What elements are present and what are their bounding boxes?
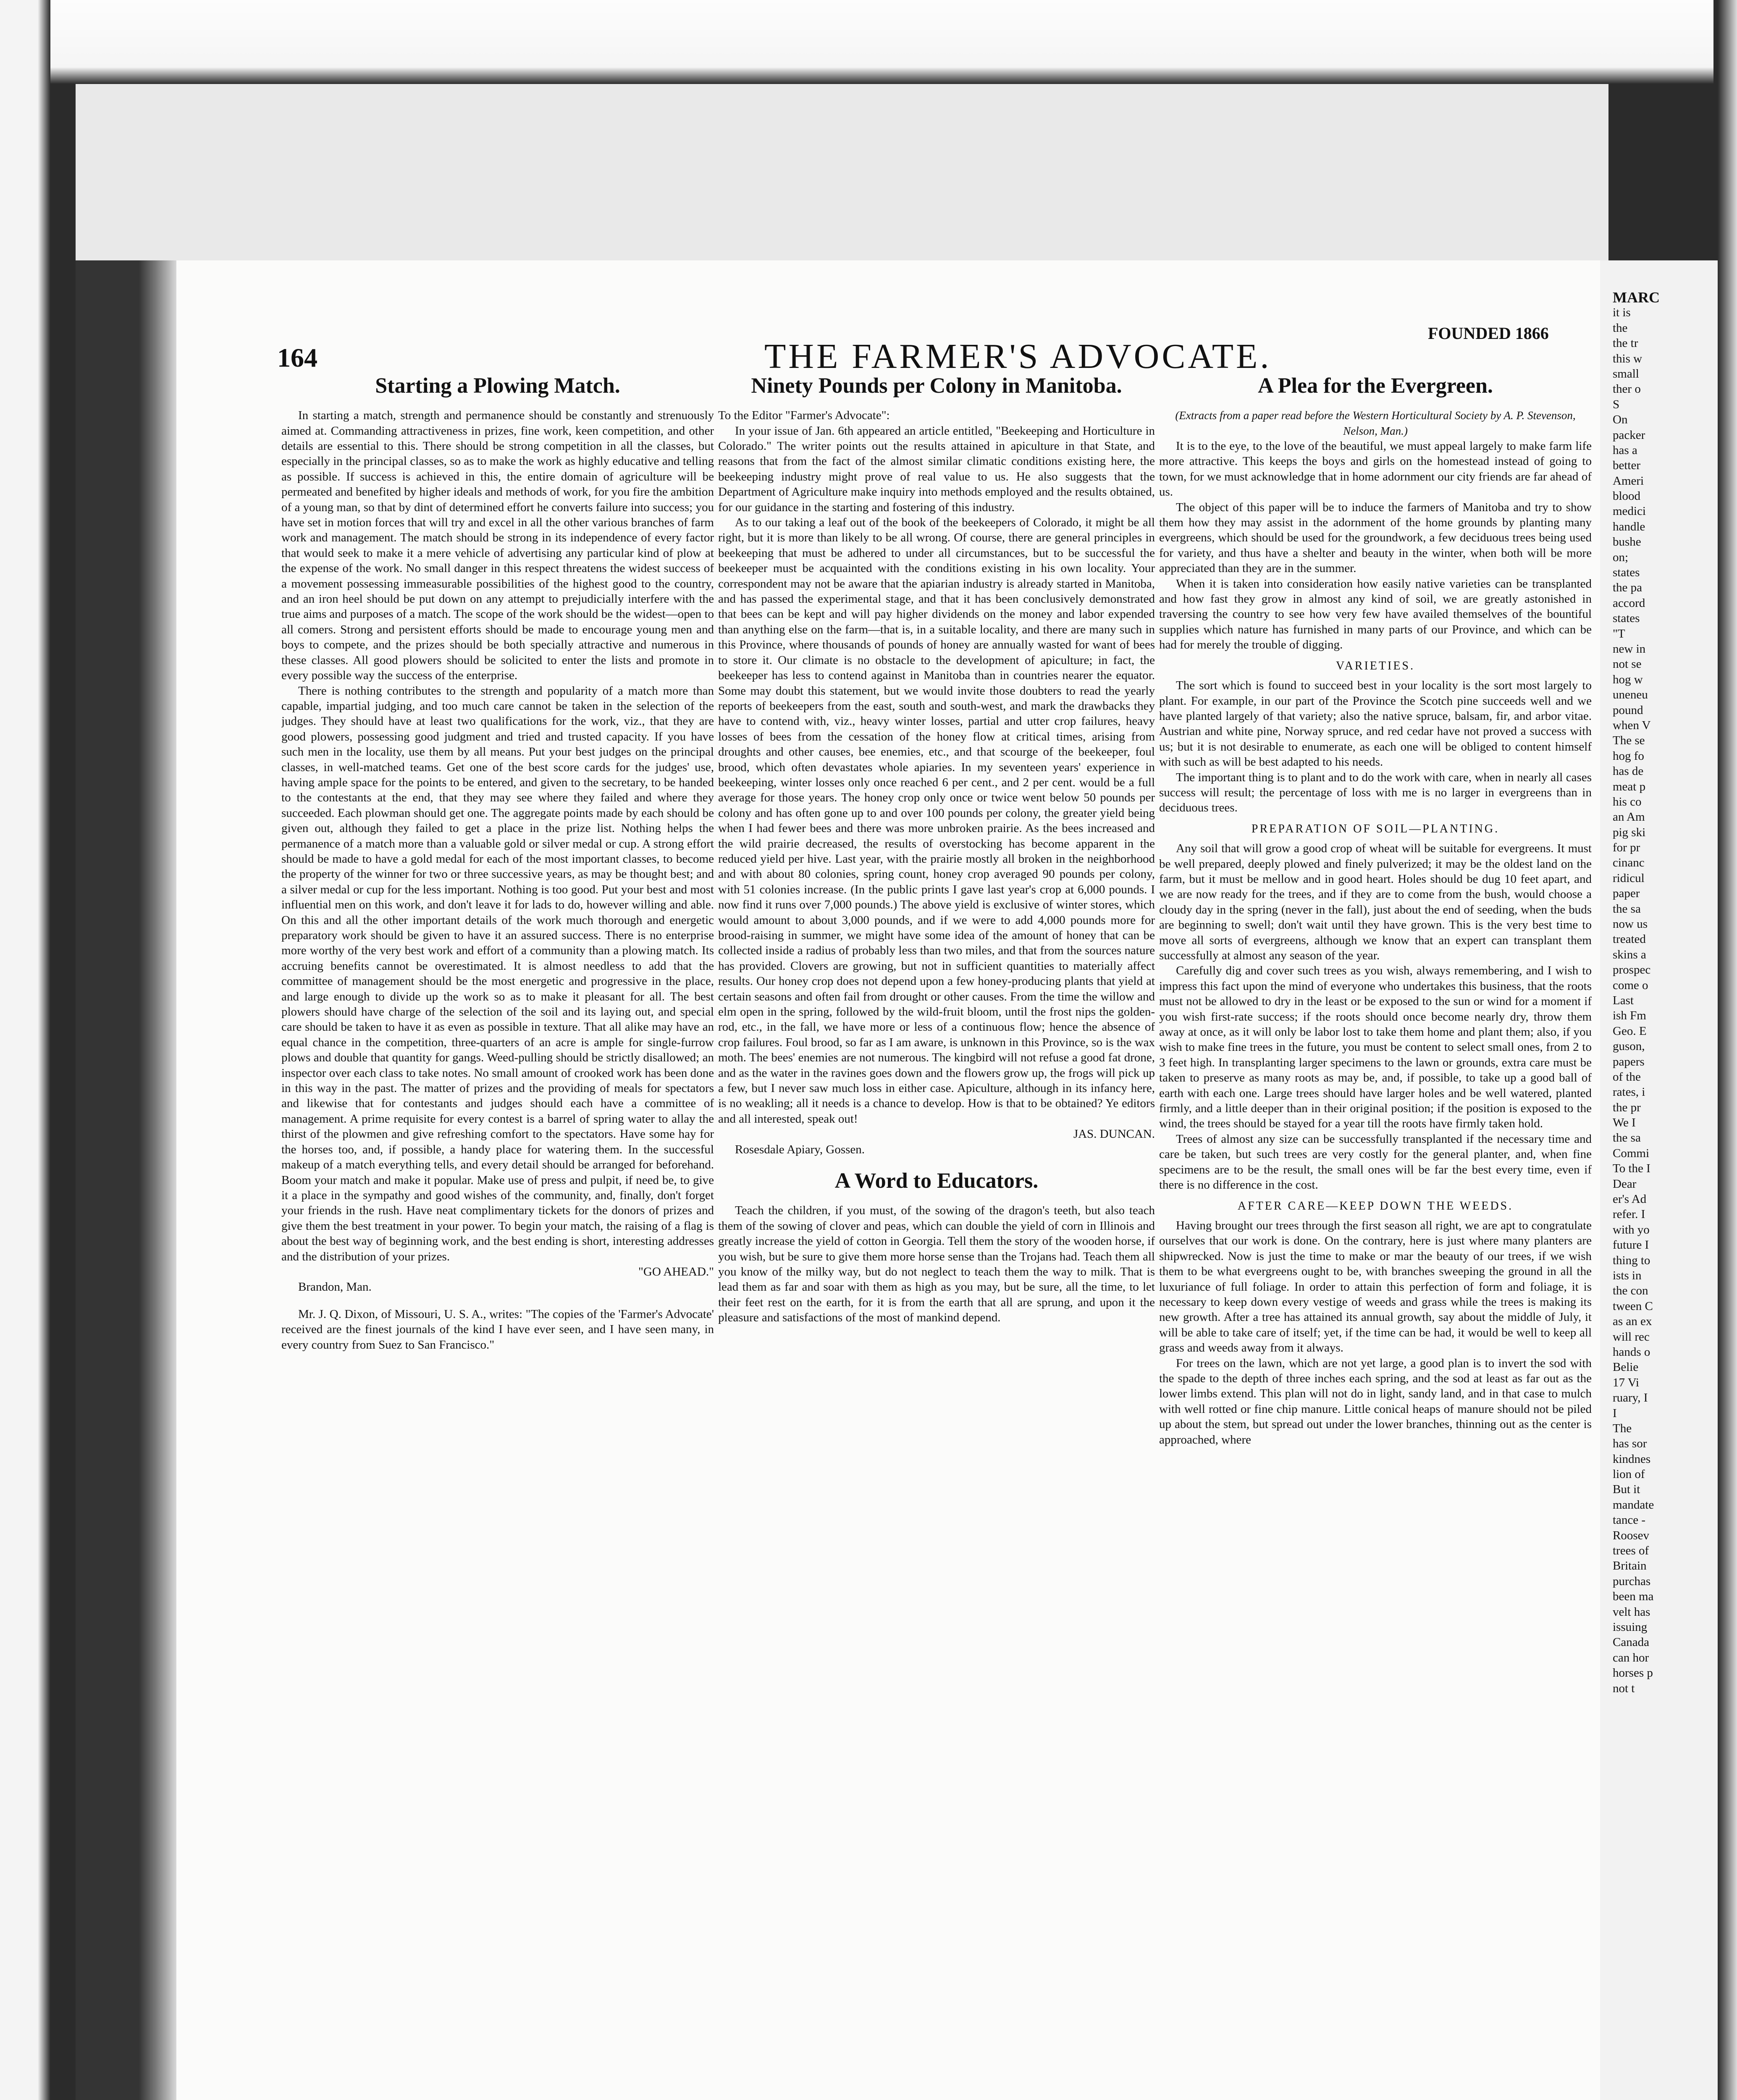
adjacent-page-line: hog w (1613, 672, 1643, 686)
article-signature: JAS. DUNCAN. (1073, 1127, 1155, 1141)
article-location: Brandon, Man. (298, 1280, 372, 1294)
adjacent-page-line: "T (1613, 627, 1625, 640)
adjacent-page-fragment (1600, 260, 1718, 2100)
adjacent-page-line: pound (1613, 703, 1643, 717)
adjacent-page-line: medici (1613, 504, 1646, 518)
article-paragraph: Trees of almost any size can be successfully transplanted if the necessary time and care be taken, but such trees are very costly for the general planter, and, when fine specimens are to be the result, the small ones will be far the best every time, even if there is no difference in the cost. (1159, 1132, 1592, 1192)
adjacent-page-line: hands o (1613, 1345, 1650, 1359)
adjacent-page-line: for pr (1613, 841, 1640, 855)
adjacent-page-line: states (1613, 612, 1640, 625)
article-paragraph: Mr. J. Q. Dixon, of Missouri, U. S. A., writes: "The copies of the 'Farmer's Advocate' received are the finest journals of the kind I have ever seen, and I have seen many, in every country from Suez to San Francisco." (281, 1307, 714, 1352)
adjacent-page-line: with yo (1613, 1223, 1650, 1236)
article-paragraph: For trees on the lawn, which are not yet large, a good plan is to invert the sod with the spade to the depth of three inches each spring, and the sod at least as far out as the lower limbs extend. This plan will not do in light, sandy land, and in that case to mulch with well rotted or fine chip manure. Little conical heaps of manure should not be piled up about the stem, but spread out under the lower branches, thinning out as the center is approached, where (1159, 1356, 1592, 1446)
adjacent-page-line: states (1613, 566, 1640, 580)
adjacent-page-line: Commi (1613, 1146, 1650, 1160)
adjacent-page-line: small (1613, 367, 1639, 381)
adjacent-page-line: thing to (1613, 1253, 1650, 1267)
section-heading: AFTER CARE—KEEP DOWN THE WEEDS. (1237, 1199, 1514, 1213)
adjacent-page-line: packer (1613, 428, 1645, 442)
adjacent-page-line: We I (1613, 1116, 1636, 1130)
adjacent-page-line: his co (1613, 795, 1642, 808)
adjacent-page-line: Ameri (1613, 474, 1644, 488)
adjacent-page-line: velt has (1613, 1605, 1650, 1619)
adjacent-page-line: accord (1613, 596, 1645, 610)
adjacent-page-line: the tr (1613, 336, 1638, 350)
article-paragraph: There is nothing contributes to the strength and popularity of a match more than capable, impartial judging, and too much care cannot be taken in the selection of the judges. They should have at least two qualifications for the work, viz., that they are good plowers, possessing good judgment and tried and trusted capacity. If you have such men in the locality, use them by all means. Put your best judges on the principal classes, in well-matched teams. Get one of the best score cards for the judges' use, having ample space for the points to be entered, and given to the secretary, to be handed to the contestants at the end, that they may see where they failed and where they succeeded. Each plowman should get one. The aggregate points made by each should be given out, although they failed to get a place in the prize list. Nothing helps the permanence of a match more than a valuable gold or silver medal or cup. A strong effort should be made to have a gold medal for each of the most important classes, to become the property of the winner for two or three successive years, as may be thought best; and a silver medal or cup for the less important. Nothing is too good. Put your best and most influential men on this work, and don't leave it for lads to do, however willing and able. On this and all the other important details of the work much thorough and energetic preparatory work should be given to have it an assured success. There is no enterprise more worthy of the very best work and effort of a community than a plowing match. Its accruing benefits cannot be overestimated. It is almost needless to add that the committee of management should be the most energetic and progressive in the place, and large enough to divide up the work so as to make it pleasant for all. The best plowers should have charge of the selection of the soil and its laying out, and special care should be taken to have it as even as possible in texture. That all alike may have an equal chance in the competition, three-quarters of an acre is ample for single-furrow plows and double that quantity for gangs. Weed-pulling should be strictly disallowed; an inspector over each class to take notes. No small amount of crooked work has been done in this way in the past. The matter of prizes and the providing of meals for spectators and likewise that for contestants and judges should each have a committee of management. A prime requisite for every contest is a barrel of spring water to allay the thirst of the plowmen and give refreshing comfort to the spectators. Have some hay for the horses too, and, if possible, a handy place for watering them. In the successful makeup of a match everything tells, and every detail should be arranged for beforehand. Boom your match and make it popular. Make use of press and pulpit, if need be, to give it a place in the sympathy and good wishes of the community, and, finally, don't forget your friends in the rush. Have neat complimentary tickets for the donors of prizes and give them the best treatment in your power. To begin your match, the raising of a flag is about the best way of beginning work, and the best ending is short, interesting addresses and the distribution of your prizes. (281, 684, 714, 1263)
page-number: 164 (277, 343, 317, 373)
masthead-title: THE FARMER'S ADVOCATE. (764, 337, 1272, 376)
section-heading: VARIETIES. (1336, 659, 1415, 672)
adjacent-page-line: Roosev (1613, 1528, 1649, 1542)
article-paragraph: Carefully dig and cover such trees as you wish, always remembering, and I wish to impress this fact upon the mind of everyone who undertakes this business, that the roots must not be allowed to dry in the least or be exposed to the sun or wind for a moment if you wish first-rate success; if the roots should once become nearly dry, throw them away at once, as it will only be labor lost to take them home and plant them; also, if you wish to make fine trees in the future, you must be content to select small ones, from 2 to 3 feet high. In transplanting larger specimens to the lawn or grounds, extra care must be taken to preserve as many roots as may be, and, if possible, to take up a good ball of earth with each one. Large trees should have larger holes and be well watered, planted firmly, and a little deeper than in their original position; if the position is exposed to the wind, the trees should be stayed for a year till the roots have firmly taken hold. (1159, 964, 1592, 1131)
adjacent-page-line: paper (1613, 887, 1640, 900)
adjacent-page-line: issuing (1613, 1620, 1648, 1634)
adjacent-page-line: new in (1613, 642, 1646, 656)
adjacent-page-line: But it (1613, 1483, 1640, 1496)
page-header (176, 277, 1600, 376)
article-title: A Word to Educators. (834, 1169, 1039, 1193)
adjacent-page-line: handle (1613, 520, 1645, 533)
adjacent-page-line: come o (1613, 978, 1648, 992)
article-paragraph: Teach the children, if you must, of the sowing of the dragon's teeth, but also teach them of the sowing of clover and peas, which can double the yield of corn in Illinois and greatly increase the yield of cotton in Georgia. Tell them the story of the wooden horse, if you wish, but be sure to give them more horse sense than the Trojans had. Teach them all you know of the milky way, but do not neglect to teach them the way to milk. That is lead them as far and soar with them as high as you may, but be sure, all the time, to let their feet rest on the earth, for it is from the earth that all are sprung, and upon it the pleasure and satisfactions of the most of mankind depend. (718, 1204, 1155, 1325)
page-fold-shadow (139, 260, 176, 2100)
article-title: A Plea for the Evergreen. (1258, 374, 1493, 398)
adjacent-page-line: an Am (1613, 810, 1645, 824)
adjacent-page-line: future I (1613, 1238, 1649, 1252)
adjacent-page-line: now us (1613, 917, 1648, 931)
adjacent-page-line: of the (1613, 1070, 1641, 1084)
book-edge (76, 84, 1608, 260)
adjacent-page-line: I (1613, 1406, 1617, 1420)
adjacent-page-line: On (1613, 413, 1628, 427)
article-title: Starting a Plowing Match. (375, 374, 620, 398)
adjacent-page-line: it is (1613, 306, 1631, 320)
article-paragraph: In your issue of Jan. 6th appeared an article entitled, "Beekeeping and Horticulture in Colorado." The writer points out the results attained in apiculture in that State, and reasons that from the fact of the almost similar climatic conditions existing here, the beekeeping industry might prove of real value to us. He also suggests that the Department of Agriculture make inquiry into methods employed and the results obtained, for our guidance in the starting and fostering of this industry. (718, 424, 1155, 514)
article-paragraph: The sort which is found to succeed best in your locality is the sort most largely to plant. For example, in our part of the Province the Scotch pine succeeds well and we have planted largely of that variety; also the native spruce, balsam, fir, and arbor vitae. Austrian and white pine, Norway spruce, and red cedar have not proved a success with us; but it is not desirable to enumerate, as each one will be obliged to content himself with such as will be best adapted to his needs. (1159, 679, 1592, 769)
adjacent-page-line: Dear (1613, 1177, 1637, 1191)
adjacent-page-line: trees of (1613, 1544, 1649, 1558)
adjacent-page-line: prospec (1613, 963, 1651, 977)
adjacent-page-line: cinanc (1613, 856, 1645, 870)
adjacent-page-line: as an ex (1613, 1315, 1652, 1328)
article-paragraph: The object of this paper will be to induce the farmers of Manitoba and try to show them how they may assist in the adornment of the home grounds by planting many evergreens, which should be used for the groundwork, a few deciduous trees being used for variety, and thus have a shelter and beauty in the winter, when both will be more appreciated than they are in the summer. (1159, 500, 1592, 575)
adjacent-page-line: tween C (1613, 1299, 1653, 1313)
adjacent-page-line: Last (1613, 993, 1634, 1007)
article-signature: "GO AHEAD." (638, 1265, 714, 1278)
adjacent-page-line: ther o (1613, 382, 1641, 396)
column-middle (718, 374, 1155, 2100)
article-paragraph: Any soil that will grow a good crop of wheat will be suitable for evergreens. It must be well prepared, deeply plowed and finely pulverized; it may be the oldest land on the farm, but it must be mellow and in good heart. Holes should be dug 10 feet apart, and we are now ready for the trees, and if they are to come from the bush, would choose a cloudy day in the spring (never in the fall), just about the end of seeding, when the buds are beginning to swell; don't wait until they have grown. This is the very best time to move all sorts of evergreens, although we know that an expert can transplant them successfully at almost any season of the year. (1159, 842, 1592, 962)
adjacent-page-line: er's Ad (1613, 1192, 1647, 1206)
adjacent-page-line: Belie (1613, 1360, 1639, 1374)
adjacent-page-line: the pa (1613, 581, 1643, 595)
adjacent-page-line: bushe (1613, 535, 1641, 549)
adjacent-page-line: better (1613, 459, 1641, 472)
adjacent-page-line: horses p (1613, 1666, 1653, 1680)
scan-top-margin (50, 0, 1713, 84)
adjacent-page-line: been ma (1613, 1590, 1654, 1604)
adjacent-page-line: the pr (1613, 1100, 1641, 1114)
adjacent-page-line: papers (1613, 1055, 1645, 1068)
adjacent-page-line: uneneu (1613, 688, 1648, 702)
adjacent-page-line: treated (1613, 932, 1646, 946)
adjacent-page-line: when V (1613, 718, 1651, 732)
adjacent-page-line: S (1613, 397, 1620, 411)
adjacent-page-line: rates, i (1613, 1085, 1645, 1099)
adjacent-page-line: this w (1613, 352, 1643, 365)
adjacent-page-line: The se (1613, 734, 1645, 748)
adjacent-page-line: 17 Vi (1613, 1376, 1639, 1389)
adjacent-page-line: not t (1613, 1681, 1635, 1695)
section-heading: PREPARATION OF SOIL—PLANTING. (1251, 822, 1500, 835)
adjacent-page-line: has a (1613, 443, 1637, 457)
adjacent-page-line: ridicul (1613, 871, 1645, 885)
article-paragraph: When it is taken into consideration how easily native varieties can be transplanted and how fast they grow in almost any kind of soil, we are greatly astonished in traversing the country to see how very few have availed themselves of the bountiful supplies which nature has furnished in many parts of our Province, and which can be had for merely the trouble of digging. (1159, 577, 1592, 652)
column-right (1159, 374, 1592, 2100)
adjacent-page-line: Britain (1613, 1559, 1647, 1573)
adjacent-page-line: ists in (1613, 1269, 1642, 1282)
article-paragraph: As to our taking a leaf out of the book of the beekeepers of Colorado, it might be all right, but it is more than likely to be all wrong. Of course, there are general principles in beekeeping that must be adhered to under all circumstances, but to be successful the beekeeper must be acquainted with the conditions existing in his own locality. Your correspondent may not be aware that the apiarian industry is already started in Manitoba, and has passed the experimental stage, and that it has been conclusively demonstrated that bees can be kept and will pay higher dividends on the money and labor expended than anything else on the farm—that is, in a suitable locality, and there are many such in this Province, where thousands of pounds of honey are annually wasted for want of bees to store it. Our climate is no obstacle to the development of apiculture; in fact, the beekeeper has less to contend against in Manitoba than in countries nearer the equator. Some may doubt this statement, but we would invite those doubters to read the yearly reports of beekeepers from the east, south and south-west, and mark the drawbacks they have to contend with, viz., heavy winter losses, partial and utter crop failures, heavy losses of bees from the cessation of the honey flow at critical times, arising from droughts and other causes, bee enemies, etc., and that scourge of the beekeeper, foul brood, which often devastates whole apiaries. In my seventeen years' experience in beekeeping, winter losses only once reached 6 per cent., and 2 per cent. would be a full average for those years. The honey crop only once or twice went below 50 pounds per colony and has often gone up to and over 100 pounds per colony, the greater yield being when I had fewer bees and there was more unbroken prairie. As the bees increased and the wild prairie decreased, the results of overstocking has become apparent in the reduced yield per hive. Last year, with the prairie mostly all broken in the neighborhood and with about 80 colonies, spring count, honey crop averaged 90 pounds per colony, with 51 colonies increase. (In the public prints I gave last year's crop at 6,000 pounds. I now find it runs over 7,000 pounds.) The above yield is exclusive of winter stores, which would amount to about 3,000 pounds, and if we were to add 4,000 pounds more for brood-raising in summer, we might have some idea of the amount of honey that can be collected inside a radius of probably less than two miles, and that from the sources nature has provided. Clovers are growing, but not in sufficient quantities to materially affect results. Our honey crop does not depend upon a few honey-producing plants that yield at certain seasons and often fail from drought or other causes. From the time the willow and elm open in the spring, followed by the wild-fruit bloom, until the frost nips the golden-rod, etc., in the fall, we have more or less of a continuous flow; hence the absence of crop failures. Foul brood, so far as I am aware, is unknown in this Province, so is the wax moth. The bees' enemies are not numerous. The kingbird will not refuse a good fat drone, and as the water in the ravines goes down and the flowers grow up, the frogs will pick up a few, but I never saw much loss in either case. Apiculture, although in its infancy here, is no weakling; all it needs is a chance to develop. How is that to be obtained? Ye editors and all interested, speak out! (718, 516, 1155, 1126)
adjacent-page-line: Geo. E (1613, 1024, 1647, 1038)
column-left (281, 374, 714, 2100)
adjacent-page-line: can hor (1613, 1651, 1649, 1664)
adjacent-page-line: To the I (1613, 1162, 1650, 1176)
founded-label: FOUNDED 1866 (1428, 324, 1549, 343)
adjacent-page-line: not se (1613, 657, 1642, 671)
newspaper-page (176, 260, 1600, 2100)
adjacent-page-line: guson, (1613, 1040, 1645, 1053)
adjacent-page-line: kindnes (1613, 1452, 1651, 1466)
article-location: Rosesdale Apiary, Gossen. (735, 1142, 865, 1156)
adjacent-page-line: will rec (1613, 1330, 1650, 1344)
adjacent-page-line: The (1613, 1421, 1632, 1435)
article-paragraph: Having brought our trees through the first season all right, we are apt to congratulate ourselves that our work is done. On the contrary, here is just where many planters are shipwrecked. Now is just the time to make or mar the beauty of our trees, if we wish them to be what evergreens ought to be, with branches sweeping the ground in all the luxuriance of full foliage. In order to attain this perfection of form and foliage, it is necessary to keep down every vestige of weeds and grass while the trees is making its new growth. After a tree has attained its annual growth, say about the middle of July, it will be able to take care of itself; yet, if the time can be had, it would be well to keep all grass and weeds away from it always. (1159, 1218, 1592, 1355)
adjacent-page-line: purchas (1613, 1574, 1651, 1588)
adjacent-page-line: the sa (1613, 1131, 1641, 1145)
adjacent-page-line: blood (1613, 489, 1641, 503)
adjacent-page-header: MARC (1613, 289, 1660, 306)
adjacent-page-line: refer. I (1613, 1208, 1645, 1221)
adjacent-page-line: skins a (1613, 948, 1646, 961)
adjacent-page-line: hog fo (1613, 749, 1644, 763)
article-salutation: To the Editor "Farmer's Advocate": (718, 409, 890, 423)
adjacent-page-line: on; (1613, 550, 1629, 564)
adjacent-page-line: ish Fm (1613, 1009, 1646, 1023)
article-paragraph: In starting a match, strength and permanence should be constantly and strenuously aimed at. Commanding attractiveness in prizes, fine work, keen competition, and other details are essential to this. There should be strong competition in all the classes, but especially in the principal classes, so as to make the work as highly educative and telling as possible. If success is achieved in this, the entire domain of agriculture will be permeated and benefited by higher ideals and methods of work, for you fire the ambition of a young man, so that by dint of determined effort he converts failure into success; you have set in motion forces that will try and excel in all the other various branches of farm work and management. The match should be strong in its independence of every factor that would seek to make it a mere vehicle of advertising any particular kind of plow at the expense of the work. No small danger in this respect threatens the widest success of a movement possessing immeasurable possibilities of the highest good to the country, and an iron heel should be put down on any attempt to prejudicially interfere with the true aims and purposes of a match. The scope of the work should be the widest—open to all comers. Strong and persistent efforts should be made to encourage young men and boys to compete, and the prizes should be both specially attractive and numerous in these classes. All good plowers should be solicited to enter the lists and promote in every possible way the success of the enterprise. (281, 409, 714, 682)
adjacent-page-line: the (1613, 321, 1628, 335)
adjacent-page-line: Canada (1613, 1635, 1649, 1649)
article-subtitle: (Extracts from a paper read before the Western Horticultural Society by A. P. Stevenson, Nelson, Man.) (1175, 409, 1576, 437)
article-paragraph: The important thing is to plant and to do the work with care, when in nearly all cases success will result; the percentage of loss with me is no larger in evergreens than in deciduous trees. (1159, 770, 1592, 815)
article-title: Ninety Pounds per Colony in Manitoba. (751, 374, 1122, 398)
adjacent-page-text (1613, 290, 1718, 1696)
adjacent-page-line: lion of (1613, 1467, 1645, 1481)
adjacent-page-line: pig ski (1613, 825, 1646, 839)
adjacent-page-line: has sor (1613, 1437, 1647, 1451)
adjacent-page-line: meat p (1613, 780, 1646, 793)
adjacent-page-line: has de (1613, 764, 1644, 778)
adjacent-page-line: tance - (1613, 1513, 1646, 1527)
adjacent-page-line: mandate (1613, 1498, 1654, 1512)
adjacent-page-line: the con (1613, 1284, 1648, 1298)
adjacent-page-lines (1613, 305, 1718, 1696)
adjacent-page-line: ruary, I (1613, 1391, 1648, 1405)
article-paragraph: It is to the eye, to the love of the beautiful, we must appeal largely to make farm life more attractive. This keeps the boys and girls on the homestead instead of going to town, for we must acknowledge that in home adornment our city friends are far ahead of us. (1159, 439, 1592, 499)
adjacent-page-line: the sa (1613, 902, 1641, 916)
